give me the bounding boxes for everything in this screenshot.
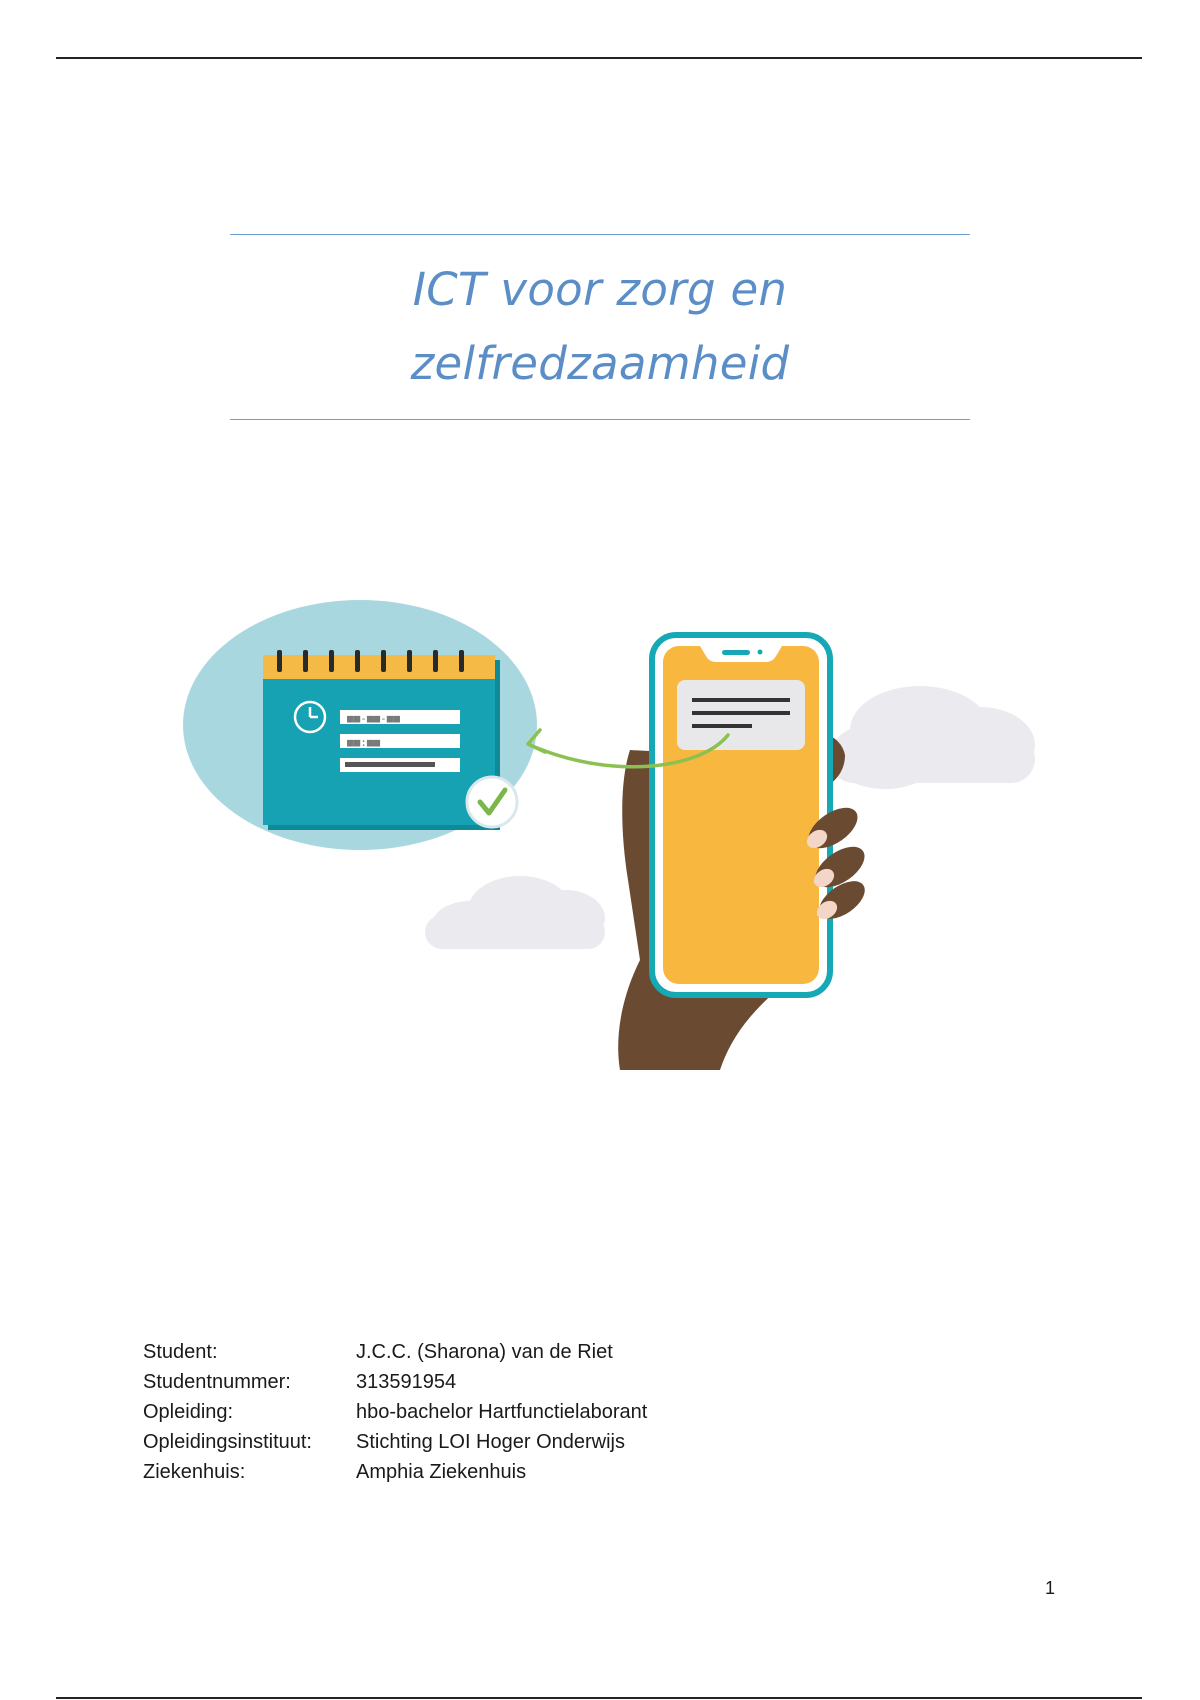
info-value: Stichting LOI Hoger Onderwijs	[356, 1431, 626, 1453]
calendar-icon	[263, 650, 500, 830]
info-label: Student:	[143, 1341, 218, 1363]
info-row-studentnummer	[143, 1367, 647, 1397]
calendar-time-field: ■■:■■	[347, 736, 381, 749]
calendar-date-field: ■■-■■-■■	[347, 712, 400, 725]
title-block	[230, 234, 970, 420]
bottom-rule	[56, 1697, 1142, 1699]
info-value: hbo-bachelor Hartfunctielaborant	[356, 1401, 648, 1423]
info-label: Opleiding:	[143, 1401, 234, 1423]
checkmark-icon	[467, 777, 517, 827]
student-info-table	[143, 1337, 647, 1487]
message-bubble-icon	[677, 680, 805, 750]
info-label: Opleidingsinstituut:	[143, 1431, 312, 1453]
cloud-icon	[425, 876, 605, 949]
cloud-icon	[830, 686, 1035, 789]
info-value: 313591954	[356, 1371, 457, 1393]
info-value: Amphia Ziekenhuis	[356, 1461, 527, 1483]
smartphone-icon	[652, 635, 830, 995]
info-label: Ziekenhuis:	[143, 1461, 246, 1483]
info-row-student	[143, 1337, 647, 1367]
cover-illustration	[140, 530, 1060, 1070]
top-rule	[56, 57, 1142, 59]
info-label: Studentnummer:	[143, 1371, 291, 1393]
document-title-line-1: ICT voor zorg en	[412, 263, 788, 316]
document-title-line-2: zelfredzaamheid	[410, 337, 790, 390]
info-row-ziekenhuis	[143, 1457, 647, 1487]
page-number: 1	[1045, 1578, 1056, 1598]
info-row-opleiding	[143, 1397, 647, 1427]
info-value: J.C.C. (Sharona) van de Riet	[356, 1341, 613, 1363]
info-row-opleidingsinstituut	[143, 1427, 647, 1457]
